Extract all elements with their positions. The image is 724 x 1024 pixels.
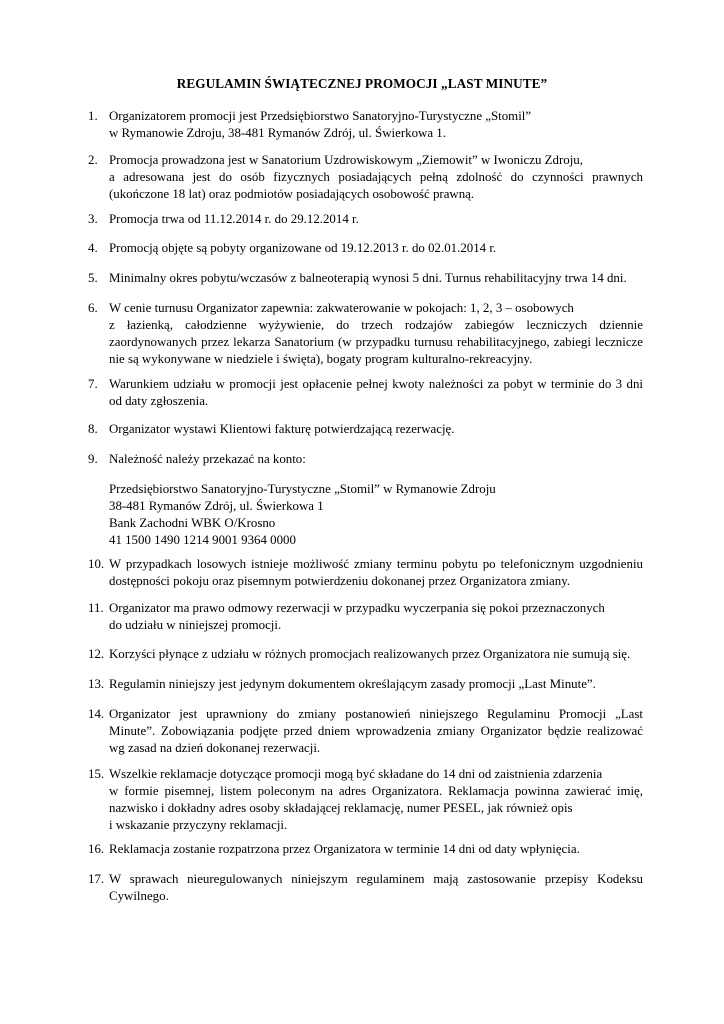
item-line: Organizatorem promocji jest Przedsiębiorstwo Sanatoryjno-Turystyczne „Stomil” bbox=[109, 109, 532, 123]
item-line: Promocja prowadzona jest w Sanatorium Uzdrowiskowym „Ziemowit” w Iwoniczu Zdroju, bbox=[109, 153, 583, 167]
item-number: 1. bbox=[88, 109, 98, 123]
list-item bbox=[88, 108, 643, 142]
item-line: Wszelkie reklamacje dotyczące promocji mogą być składane do 14 dni od zaistnienia zdarzenia bbox=[109, 767, 603, 781]
document-title: REGULAMIN ŚWIĄTECZNEJ PROMOCJI „LAST MINUTE” bbox=[176, 76, 548, 91]
item-line: w Rymanowie Zdroju, 38-481 Rymanów Zdrój, ul. Świerkowa 1. bbox=[109, 125, 446, 140]
item-number: 9. bbox=[88, 452, 98, 466]
item-line: wg zasad na dzień dokonanej rezerwacji. bbox=[109, 740, 321, 755]
list-item bbox=[88, 240, 643, 257]
item-line: od daty zgłoszenia. bbox=[109, 393, 209, 408]
item-number: 14. bbox=[88, 707, 105, 721]
item-line: Promocją objęte są pobyty organizowane od 19.12.2013 r. do 02.01.2014 r. bbox=[109, 241, 497, 255]
list-item bbox=[88, 706, 643, 757]
item-line: Regulamin niniejszy jest jedynym dokumentem określającym zasady promocji „Last Minute”. bbox=[109, 677, 596, 691]
list-item bbox=[88, 451, 643, 468]
account-line: Przedsiębiorstwo Sanatoryjno-Turystyczne „Stomil” w Rymanowie Zdroju bbox=[109, 482, 496, 496]
item-line: W przypadkach losowych istnieje możliwość zmiany terminu pobytu po telefonicznym uzgodnieniu bbox=[109, 557, 643, 571]
item-line: zaordynowanych przez lekarza Sanatorium (w przypadku turnusu rehabilitacyjnego, zabiegi lecznicze bbox=[109, 334, 643, 349]
item-number: 5. bbox=[88, 271, 98, 285]
item-line: Korzyści płynące z udziału w różnych promocjach realizowanych przez Organizatora nie sumują się. bbox=[109, 647, 631, 661]
item-line: w formie pisemnej, listem poleconym na adres Organizatora. Reklamacja powinna zawierać imię, bbox=[109, 783, 643, 798]
list-item bbox=[88, 600, 643, 634]
list-item bbox=[88, 841, 643, 858]
list-item bbox=[88, 676, 643, 693]
item-line: W sprawach nieuregulowanych niniejszym regulaminem mają zastosowanie przepisy Kodeksu bbox=[109, 872, 643, 886]
list-item bbox=[88, 556, 643, 590]
item-line: Warunkiem udziału w promocji jest opłacenie pełnej kwoty należności za pobyt w terminie do 3 dni bbox=[109, 377, 643, 391]
item-number: 17. bbox=[88, 872, 105, 886]
item-line: do udziału w niniejszej promocji. bbox=[109, 617, 282, 632]
item-line: dostępności pokoju oraz pisemnym potwierdzeniu dokonanej przez Organizatora zmiany. bbox=[109, 573, 571, 588]
item-number: 15. bbox=[88, 767, 105, 781]
list-item bbox=[88, 376, 643, 410]
bank-account-block bbox=[109, 481, 496, 549]
item-line: Promocja trwa od 11.12.2014 r. do 29.12.2014 r. bbox=[109, 212, 359, 226]
item-line: z łazienką, całodzienne wyżywienie, do trzech rodzajów zabiegów leczniczych dziennie bbox=[109, 317, 643, 332]
list-item bbox=[88, 766, 643, 834]
item-line: Reklamacja zostanie rozpatrzona przez Organizatora w terminie 14 dni od daty wpłynięcia. bbox=[109, 842, 580, 856]
list-item bbox=[88, 646, 643, 663]
item-line: i wskazanie przyczyny reklamacji. bbox=[109, 817, 288, 832]
item-line: nie są wykonywane w niedziele i święta), bogaty program kulturalno-rekreacyjny. bbox=[109, 351, 533, 366]
account-number: 41 1500 1490 1214 9001 9364 0000 bbox=[109, 532, 296, 547]
item-number: 16. bbox=[88, 842, 105, 856]
item-number: 12. bbox=[88, 647, 105, 661]
item-number: 4. bbox=[88, 241, 98, 255]
item-number: 2. bbox=[88, 153, 98, 167]
list-item bbox=[88, 270, 643, 287]
item-number: 13. bbox=[88, 677, 105, 691]
list-item bbox=[88, 211, 643, 228]
list-item bbox=[88, 300, 643, 368]
item-line: Organizator ma prawo odmowy rezerwacji w przypadku wyczerpania się pokoi przeznaczonych bbox=[109, 601, 605, 615]
item-line: Organizator jest uprawniony do zmiany postanowień niniejszego Regulaminu Promocji „Last bbox=[109, 707, 643, 721]
list-item bbox=[88, 871, 643, 905]
item-line: nazwisko i dokładny adres osoby składającej reklamację, numer PESEL, jak również opis bbox=[109, 800, 573, 815]
item-line: (ukończone 18 lat) oraz podmiotów posiadających osobowość prawną. bbox=[109, 186, 475, 201]
account-line: 38-481 Rymanów Zdrój, ul. Świerkowa 1 bbox=[109, 498, 324, 513]
item-line: Minimalny okres pobytu/wczasów z balneoterapią wynosi 5 dni. Turnus rehabilitacyjny trwa 14 dni. bbox=[109, 271, 627, 285]
item-line: Minute”. Zobowiązania podjęte przed dniem wprowadzenia zmiany Organizator będzie realizować bbox=[109, 723, 643, 738]
account-line: Bank Zachodni WBK O/Krosno bbox=[109, 515, 276, 530]
item-number: 8. bbox=[88, 422, 98, 436]
item-number: 7. bbox=[88, 377, 98, 391]
item-line: Organizator wystawi Klientowi fakturę potwierdzającą rezerwację. bbox=[109, 422, 455, 436]
list-item bbox=[88, 152, 643, 203]
item-number: 3. bbox=[88, 212, 98, 226]
item-line: W cenie turnusu Organizator zapewnia: zakwaterowanie w pokojach: 1, 2, 3 – osobowych bbox=[109, 301, 574, 315]
item-number: 6. bbox=[88, 301, 98, 315]
item-number: 11. bbox=[88, 601, 104, 615]
item-line: Cywilnego. bbox=[109, 888, 169, 903]
item-line: a adresowana jest do osób fizycznych posiadających pełną zdolność do czynności prawnych bbox=[109, 169, 643, 184]
item-line: Należność należy przekazać na konto: bbox=[109, 452, 306, 466]
item-number: 10. bbox=[88, 557, 105, 571]
list-item bbox=[88, 421, 643, 438]
